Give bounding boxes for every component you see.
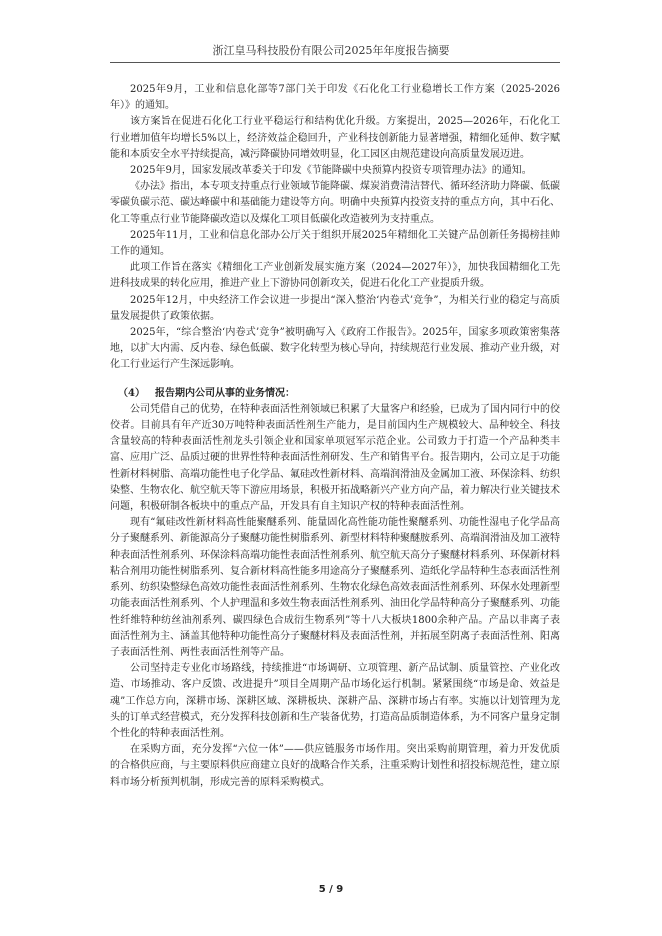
paragraph-market-strategy: 公司坚持走专业化市场路线，持续推进“市场调研、立项管理、新产品试制、质量管控、产业化改造、市场推动、客户反馈、改进提升”项目全周期产品市场化运行机制。紧紧围绕“市场是命、效益是魂”工作总方向，深耕市场、深耕区域、深耕板块、深耕产品、深耕市场占有率。实施以计划管理为龙头的订单式经营模式，充分发挥科技创新和生产装备优势，打造高品质制造体系，为不同客户量身定制个性化的特种表面活性剂。 xyxy=(110,663,560,739)
section-title: 报告期内公司从事的业务情况： xyxy=(154,387,295,399)
paragraph-procurement: 在采购方面，充分发挥“六位一体”——供应链服务市场作用。突出采购前期管理，着力开发优质的合格供应商，与主要原料供应商建立良好的战略合作关系，注重采购计划性和招投标规范性，建立原料市场分析预判机制，形成完善的原料采购模式。 xyxy=(110,744,560,788)
paragraph-company-advantage: 公司凭借自己的优势，在特种表面活性剂领域已积累了大量客户和经验，已成为了国内同行中的佼佼者。目前具有年产近30万吨特种表面活性剂生产能力，是目前国内生产规模较大、品种较全、科技含量较高的特种表面活性剂龙头引领企业和国家单项冠军示范企业。公司致力于打造一个产品种类丰富、应用广泛、品质过硬的世界性特种表面活性剂研发、生产和销售平台。报告期内，公司立足于功能性新材料树脂、高端功能性电子化学品、氟硅改性新材料、高端润滑油及金属加工液、环保涂料、纺织染整、生物农化、航空航天等下游应用场景，积极开拓战略新兴产业方向产品，着力解决行业关键技术问题，积极研制各板块中的重点产品，开发具有自主知识产权的特种表面活性剂。 xyxy=(110,403,560,513)
paragraph-anti-involution: 2025年，“综合整治‘内卷式’竞争”被明确写入《政府工作报告》。2025年，国家多项政策密集落地，以扩大内需、反内卷、绿色低碳、数字化转型为核心导向，持续规范行业发展、推动产业升级，对化工行业运行产生深远影响。 xyxy=(110,327,560,371)
section-number: （4） xyxy=(118,387,145,399)
paragraph-policy-2025-09-miit: 2025年9月，工业和信息化部等7部门关于印发《石化化工行业稳增长工作方案（2025-2026年）》的通知。 xyxy=(110,84,560,112)
header-rule xyxy=(110,62,560,63)
report-header-title: 浙江皇马科技股份有限公司2025年年度报告摘要 xyxy=(212,44,450,57)
page-number: 5 / 9 xyxy=(318,884,344,895)
section-heading-business xyxy=(110,386,560,402)
paragraph-product-series: 现有“氟硅改性新材料高性能聚醚系列、能量固化高性能功能性聚醚系列、功能性湿电子化学品高分子聚醚系列、新能源高分子聚醚功能性树脂系列、新型材料特种聚醚胺系列、高端润滑油及加工液特种表面活性剂系列、环保涂料高端功能性表面活性剂系列、航空航天高分子聚醚材料系列、环保新材料粘合剂用功能性树脂系列、复合新材料高性能多用途高分子聚醚系列、造纸化学品特种生态表面活性剂系列、纺织染整绿色高效功能性表面活性剂系列、生物农化绿色高效表面活性剂系列、环保水处理新型功能表面活性剂系列、个人护理温和多效生物表面活性剂系列、油田化学品特种高分子聚醚系列、功能性纤维特种纺丝油剂系列、碳四绿色合成衍生物系列”等十八大板块1800余种产品。产品以非离子表面活性剂为主、涵盖其他特种功能性高分子聚醚材料及表面活性剂，并拓展至阴离子表面活性剂、阳离子表面活性剂、两性表面活性剂等产品。 xyxy=(110,517,560,658)
paragraph-policy-2025-12-cewc: 2025年12月，中央经济工作会议进一步提出“深入整治‘内卷式’竞争”，为相关行业的稳定与高质量发展提供了政策依据。 xyxy=(110,294,560,322)
paragraph-policy-2025-09-ndrc: 2025年9月，国家发展改革委关于印发《节能降碳中央预算内投资专项管理办法》的通知。 xyxy=(130,165,532,177)
document-body xyxy=(110,82,560,791)
paragraph-measures-summary: 《办法》指出，本专项支持重点行业领域节能降碳、煤炭消费清洁替代、循环经济助力降碳、低碳零碳负碳示范、碳达峰碳中和基础能力建设等方向。明确中央预算内投资支持的重点方向，其中石化、化工等重点行业节能降碳改造以及煤化工项目低碳化改造被列为支持重点。 xyxy=(110,181,560,225)
paragraph-fine-chemical-task: 此项工作旨在落实《精细化工产业创新发展实施方案（2024—2027年）》，加快我国精细化工先进科技成果的转化应用，推进产业上下游协同创新攻关，促进石化化工产业提质升级。 xyxy=(110,262,560,290)
paragraph-plan-summary: 该方案旨在促进石化化工行业平稳运行和结构优化升级。方案提出，2025—2026年，石化化工行业增加值年均增长5%以上，经济效益企稳回升，产业科技创新能力显著增强，精细化延伸、数字赋能和本质安全水平持续提高，减污降碳协同增效明显，化工园区由规范建设向高质量发展迈进。 xyxy=(110,116,560,160)
paragraph-policy-2025-11-miit: 2025年11月，工业和信息化部办公厅关于组织开展2025年精细化工关键产品创新任务揭榜挂帅工作的通知。 xyxy=(110,229,560,258)
